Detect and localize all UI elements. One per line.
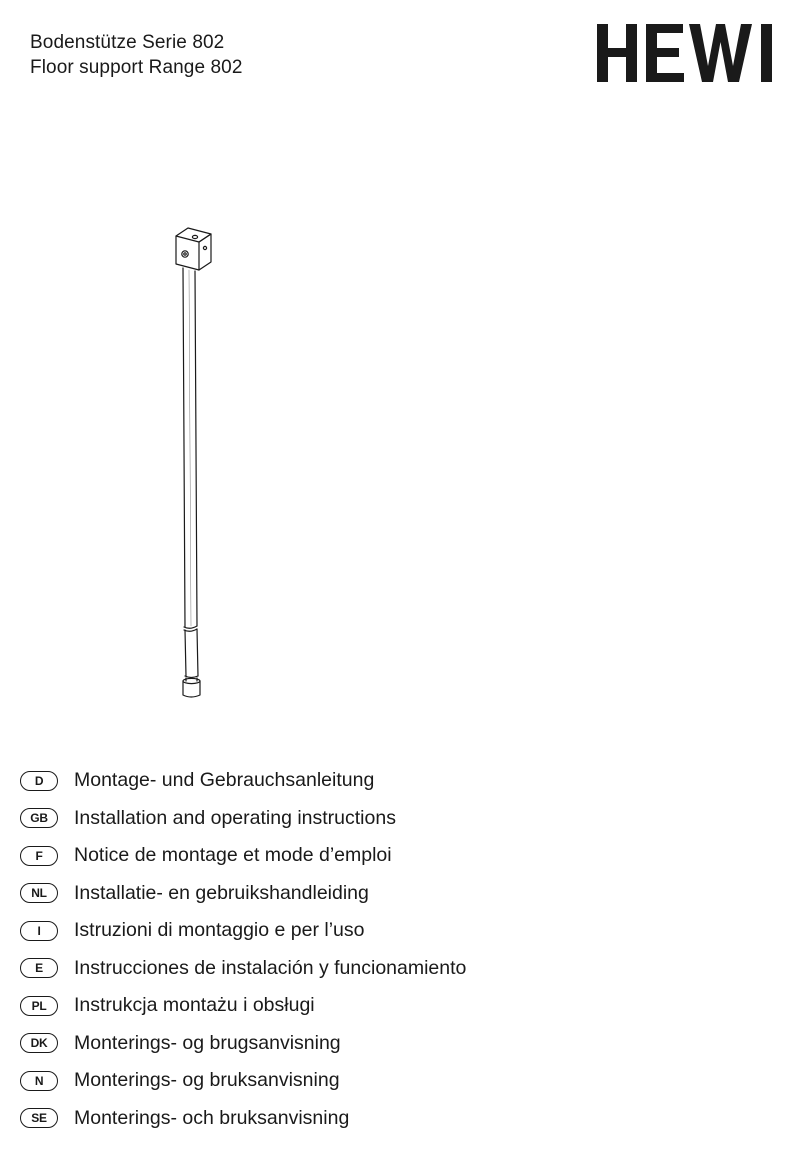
language-code-badge: N bbox=[20, 1071, 58, 1091]
tube-right-edge bbox=[195, 271, 197, 626]
bracket-top-face bbox=[176, 228, 211, 242]
language-code-badge: NL bbox=[20, 883, 58, 903]
language-label: Istruzioni di montaggio e per l’uso bbox=[74, 919, 365, 942]
language-item-de bbox=[20, 762, 466, 800]
language-item-pl bbox=[20, 987, 466, 1025]
language-label: Monterings- och bruksanvisning bbox=[74, 1106, 350, 1129]
language-code-badge: PL bbox=[20, 996, 58, 1016]
language-label: Installation and operating instructions bbox=[74, 806, 396, 829]
language-item-se bbox=[20, 1100, 466, 1138]
tube-left-edge bbox=[183, 268, 185, 627]
language-item-f bbox=[20, 837, 466, 875]
language-label: Instrucciones de instalación y funcionamiento bbox=[74, 956, 467, 979]
language-label: Monterings- og brugsanvisning bbox=[74, 1031, 341, 1054]
language-item-e bbox=[20, 950, 466, 988]
language-code-badge: SE bbox=[20, 1108, 58, 1128]
document-title bbox=[30, 30, 243, 80]
bracket-top-hole bbox=[192, 235, 197, 238]
language-item-i bbox=[20, 912, 466, 950]
language-code-badge: E bbox=[20, 958, 58, 978]
language-code-badge: F bbox=[20, 846, 58, 866]
language-code-badge: GB bbox=[20, 808, 58, 828]
bracket-screw-hole bbox=[182, 251, 188, 257]
language-label: Installatie- en gebruikshandleiding bbox=[74, 881, 369, 904]
language-list bbox=[20, 762, 466, 1137]
language-item-gb bbox=[20, 800, 466, 838]
language-label: Monterings- og bruksanvisning bbox=[74, 1069, 340, 1092]
title-german: Bodenstütze Serie 802 bbox=[30, 32, 225, 53]
language-label: Instrukcja montażu i obsługi bbox=[74, 994, 315, 1017]
title-english: Floor support Range 802 bbox=[30, 57, 243, 78]
bracket-front-face bbox=[176, 236, 199, 270]
hewi-logo bbox=[593, 14, 789, 90]
foot-top bbox=[185, 676, 198, 678]
language-item-n bbox=[20, 1062, 466, 1100]
bracket-side-face bbox=[199, 234, 211, 270]
language-code-badge: DK bbox=[20, 1033, 58, 1053]
extension-right-edge bbox=[197, 629, 198, 676]
foot-body bbox=[183, 681, 200, 697]
language-label: Montage- und Gebrauchsanleitung bbox=[74, 769, 375, 792]
language-item-dk bbox=[20, 1025, 466, 1063]
extension-left-edge bbox=[185, 630, 186, 676]
tube-joint bbox=[184, 626, 197, 628]
language-item-nl bbox=[20, 875, 466, 913]
language-code-badge: I bbox=[20, 921, 58, 941]
language-label: Notice de montage et mode d’emploi bbox=[74, 844, 392, 867]
language-code-badge: D bbox=[20, 771, 58, 791]
